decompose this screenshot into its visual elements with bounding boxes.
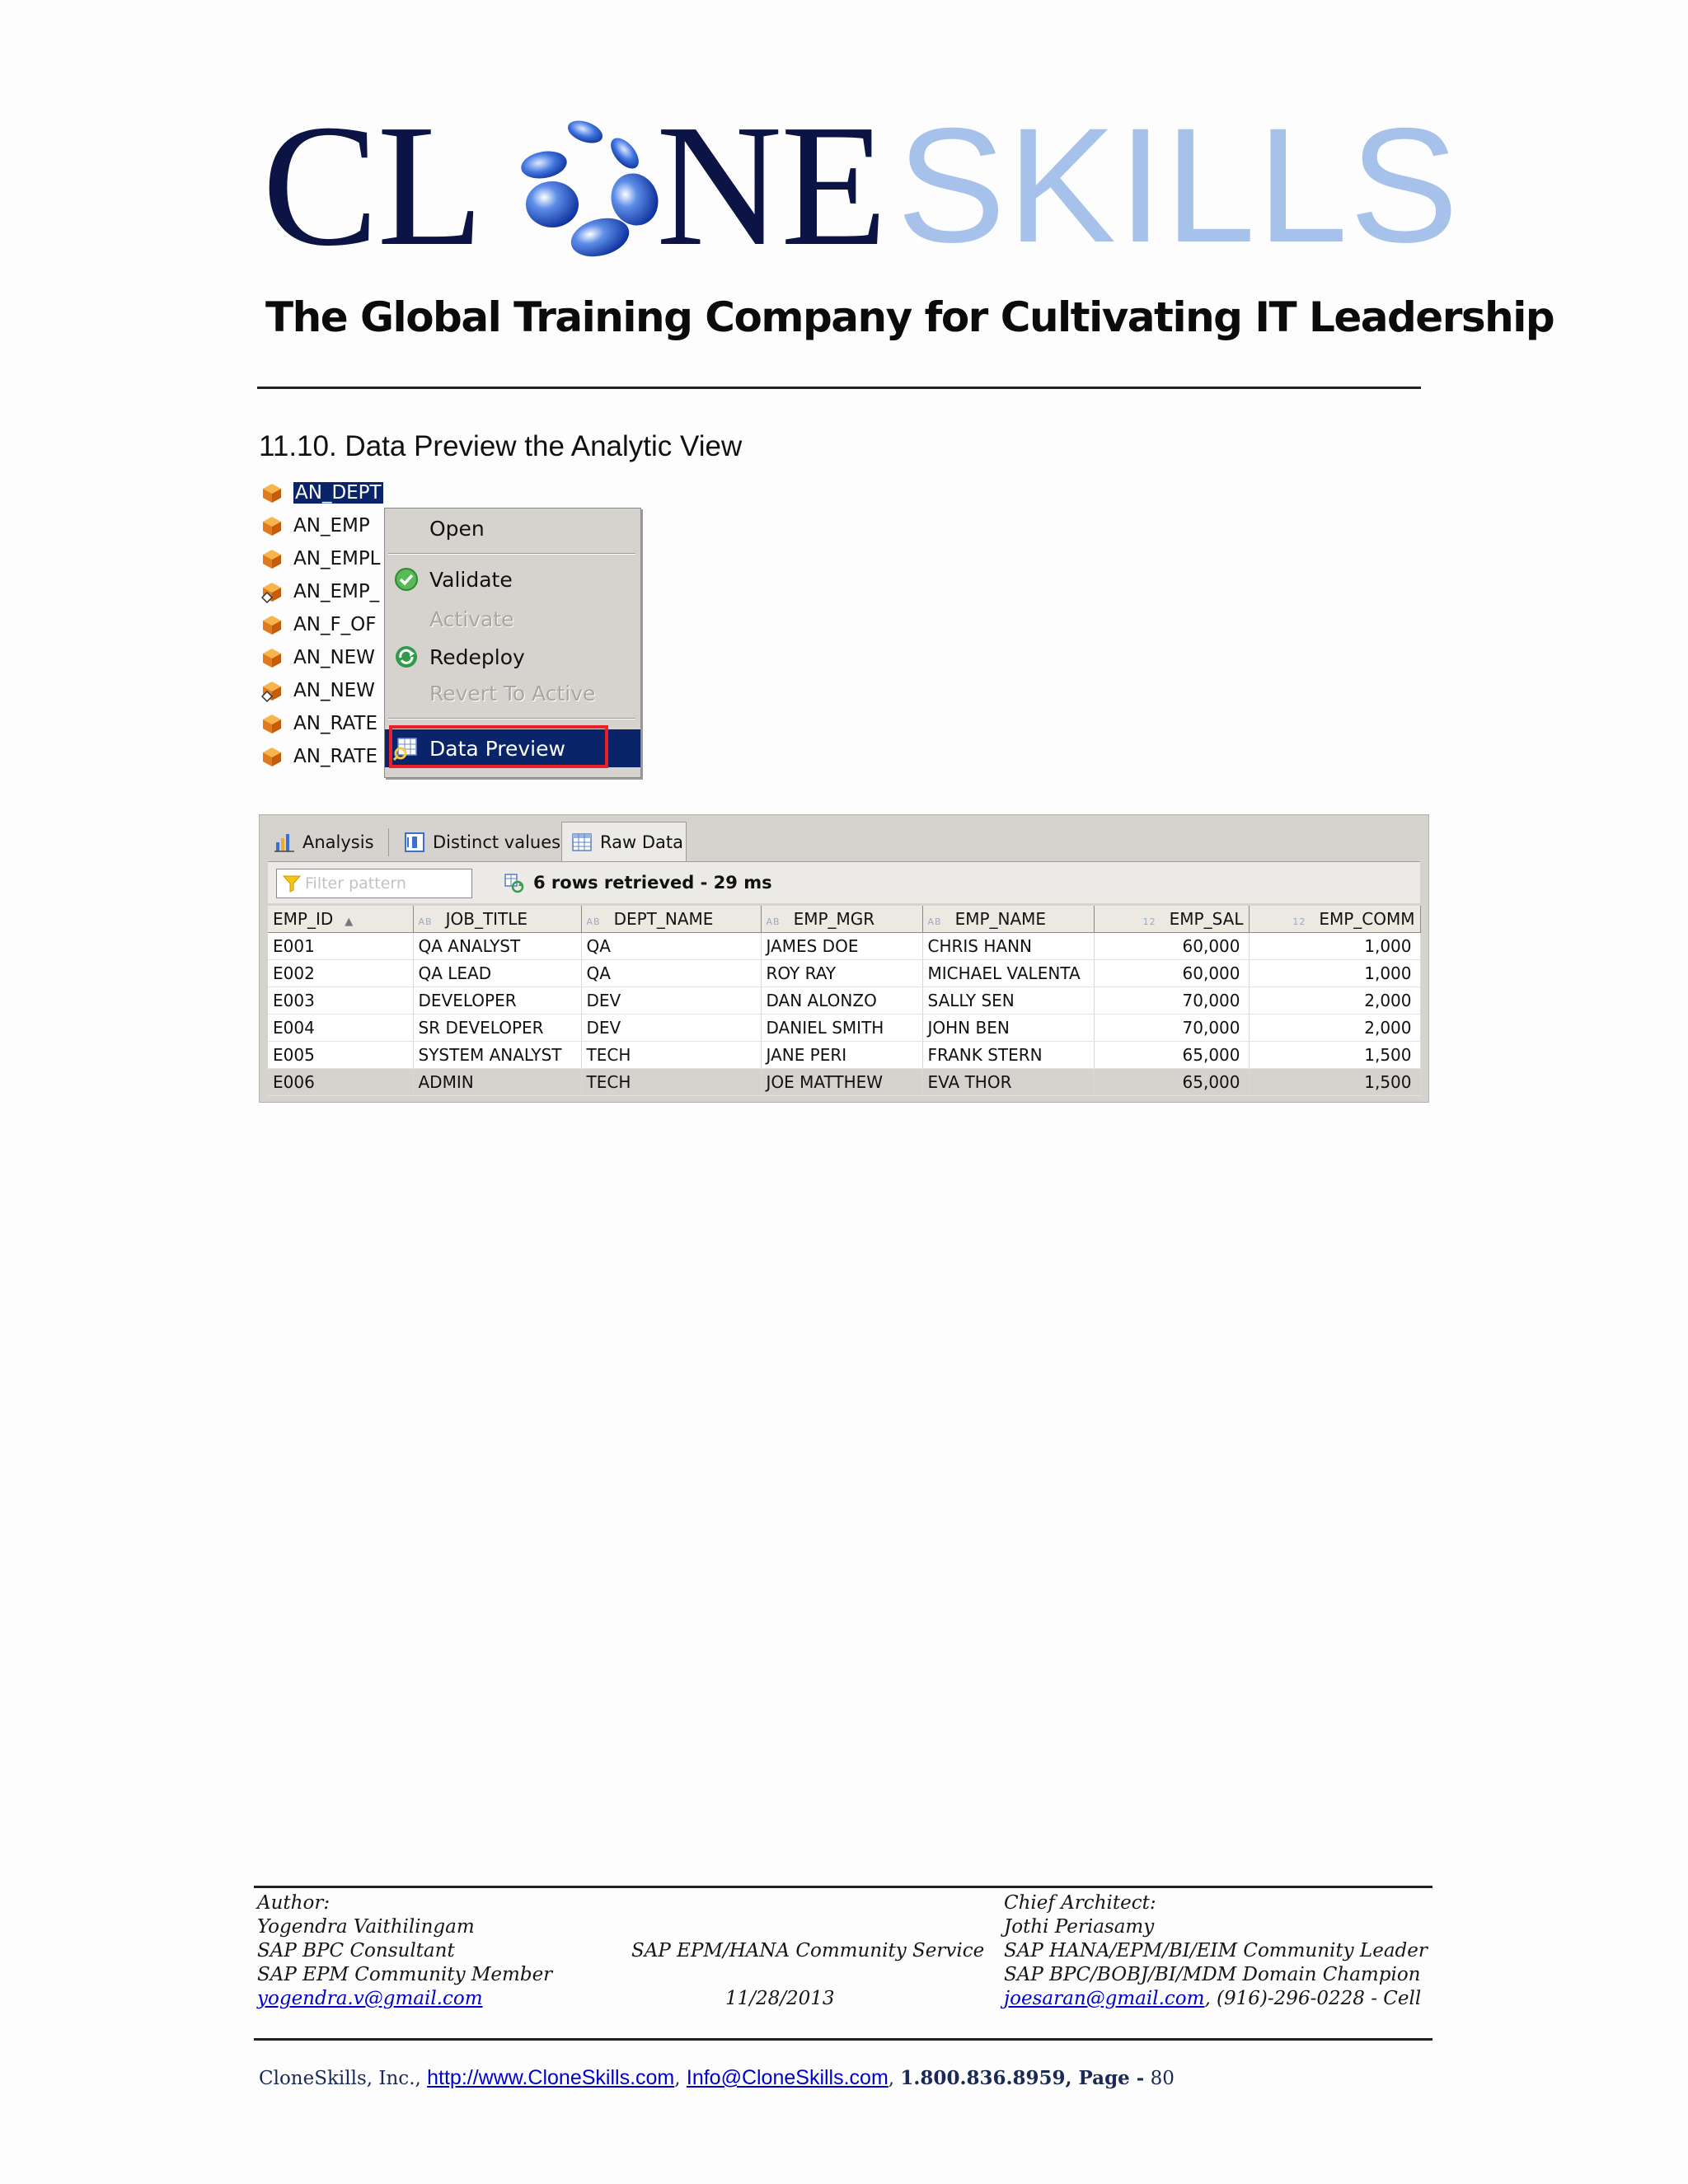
tree-item-an-empl[interactable]: [260, 542, 392, 575]
tree-item-label: AN_EMPL: [293, 548, 381, 569]
string-type-icon: AB: [766, 916, 781, 927]
tree-item-label: AN_RATE: [293, 746, 378, 767]
footer-service: SAP EPM/HANA Community Service: [631, 1940, 985, 1961]
table-cell: SALLY SEN: [922, 987, 1094, 1015]
string-type-icon: AB: [927, 916, 942, 927]
tree-item-label: AN_NEW: [293, 647, 375, 668]
architect-role: SAP HANA/EPM/BI/EIM Community Leader: [1004, 1940, 1428, 1961]
tree-item-label: AN_DEPT: [295, 482, 382, 504]
table-cell: JANE PERI: [761, 1042, 922, 1069]
table-cell: DAN ALONZO: [761, 987, 922, 1015]
table-row[interactable]: [268, 987, 1420, 1015]
table-cell: 70,000: [1094, 1015, 1249, 1042]
table-row[interactable]: [268, 1069, 1420, 1096]
column-header-label: DEPT_NAME: [613, 909, 714, 929]
menu-item-activate[interactable]: [385, 602, 640, 635]
tree-item-an-f-of[interactable]: [260, 608, 392, 641]
refresh-query-icon: [502, 871, 525, 894]
table-cell: E006: [268, 1069, 413, 1096]
tree-item-label: AN_EMP_: [293, 581, 380, 602]
separator: ,: [888, 2068, 895, 2089]
table-cell: DEVELOPER: [413, 987, 581, 1015]
column-header-label: EMP_COMM: [1319, 909, 1415, 929]
author-name: Yogendra Vaithilingam: [257, 1916, 475, 1938]
table-cell: E003: [268, 987, 413, 1015]
highlight-box: [389, 725, 608, 768]
table-cell: DEV: [581, 987, 761, 1015]
column-header-label: EMP_SAL: [1169, 909, 1244, 929]
tree-item-label: AN_RATE: [293, 713, 378, 734]
footer-bottom-divider: [254, 2038, 1432, 2041]
numeric-type-icon: 12: [1292, 916, 1306, 927]
analytic-view-tree: [260, 476, 392, 773]
column-header-emp-sal[interactable]: [1094, 906, 1249, 933]
table-cell: JAMES DOE: [761, 933, 922, 960]
sort-ascending-icon: ▲: [345, 916, 354, 928]
status-text: 6 rows retrieved - 29 ms: [533, 873, 772, 893]
table-cell: 1,000: [1249, 960, 1420, 987]
table-cell: CHRIS HANN: [922, 933, 1094, 960]
column-header-emp-name[interactable]: [922, 906, 1094, 933]
column-header-dept-name[interactable]: [581, 906, 761, 933]
tree-item-an-rate[interactable]: [260, 707, 392, 740]
tagline: The Global Training Company for Cultivating IT Leadership: [265, 293, 1554, 341]
bar-chart-icon: [273, 831, 296, 854]
author-heading: Author:: [257, 1892, 331, 1914]
cube-icon: [260, 481, 284, 504]
menu-separator: [388, 553, 635, 555]
column-header-label: EMP_MGR: [793, 909, 875, 929]
table-cell: QA: [581, 960, 761, 987]
logo-text-cl: CL: [262, 88, 482, 282]
check-circle-icon: [393, 566, 420, 593]
tab-label: Raw Data: [600, 832, 683, 852]
architect-email-link[interactable]: joesaran@gmail.com: [1004, 1988, 1205, 2009]
column-header-label: JOB_TITLE: [445, 909, 528, 929]
filter-pattern-input[interactable]: [276, 869, 472, 898]
footer-contact-line: [259, 2066, 1175, 2090]
website-link[interactable]: http://www.CloneSkills.com: [427, 2066, 675, 2089]
cube-modified-icon: [260, 580, 284, 603]
preview-tabs: [260, 815, 1428, 861]
table-cell: 1,500: [1249, 1069, 1420, 1096]
filter-placeholder: Filter pattern: [305, 874, 406, 893]
cube-icon: [260, 547, 284, 570]
logo-text-skills: SKILLS: [897, 94, 1461, 276]
footer-architect-block: [1004, 1891, 1428, 2011]
table-cell: QA ANALYST: [413, 933, 581, 960]
distinct-values-icon: [403, 831, 426, 854]
tree-item-label: AN_EMP: [293, 515, 370, 537]
tab-separator: [388, 828, 389, 856]
column-header-job-title[interactable]: [413, 906, 581, 933]
footer-author-block: [257, 1891, 552, 2011]
page-number: 80: [1150, 2068, 1175, 2089]
menu-item-revert-to-active[interactable]: [385, 677, 640, 710]
architect-champion: SAP BPC/BOBJ/BI/MDM Domain Champion: [1004, 1964, 1421, 1985]
table-cell: QA LEAD: [413, 960, 581, 987]
author-title: SAP BPC Consultant: [257, 1940, 455, 1961]
table-cell: 60,000: [1094, 933, 1249, 960]
column-header-label: EMP_ID: [273, 909, 334, 929]
table-cell: TECH: [581, 1042, 761, 1069]
table-cell: SYSTEM ANALYST: [413, 1042, 581, 1069]
author-membership: SAP EPM Community Member: [257, 1964, 553, 1985]
table-icon: [570, 831, 593, 854]
numeric-type-icon: 12: [1142, 916, 1156, 927]
menu-item-label: Data Preview: [429, 736, 565, 761]
table-cell: E004: [268, 1015, 413, 1042]
section-title: 11.10. Data Preview the Analytic View: [259, 430, 743, 462]
table-cell: E001: [268, 933, 413, 960]
cube-modified-icon: [260, 679, 284, 702]
header-divider: [257, 387, 1421, 389]
table-cell: 2,000: [1249, 1015, 1420, 1042]
table-cell: JOE MATTHEW: [761, 1069, 922, 1096]
tab-raw-data[interactable]: [561, 822, 687, 862]
table-cell: SR DEVELOPER: [413, 1015, 581, 1042]
tree-item-an-new-modified[interactable]: [260, 674, 392, 707]
tree-item-an-emp[interactable]: [260, 509, 392, 542]
company-name: CloneSkills, Inc.,: [259, 2068, 421, 2089]
architect-name: Jothi Periasamy: [1004, 1916, 1155, 1938]
table-cell: JOHN BEN: [922, 1015, 1094, 1042]
cube-icon: [260, 712, 284, 735]
menu-separator: [388, 718, 635, 719]
raw-data-table: [268, 906, 1421, 1096]
table-cell: 2,000: [1249, 987, 1420, 1015]
table-cell: ROY RAY: [761, 960, 922, 987]
table-cell: DANIEL SMITH: [761, 1015, 922, 1042]
tab-label: Analysis: [302, 832, 374, 852]
cube-icon: [260, 613, 284, 636]
logo-text-ne: NE: [656, 88, 886, 282]
table-cell: 1,000: [1249, 933, 1420, 960]
table-cell: FRANK STERN: [922, 1042, 1094, 1069]
table-header-row: [268, 906, 1420, 933]
table-cell: 65,000: [1094, 1069, 1249, 1096]
redeploy-icon: [393, 644, 420, 670]
menu-item-label: Validate: [429, 567, 513, 592]
filter-funnel-icon: [282, 874, 302, 893]
tree-item-an-rate-2[interactable]: [260, 740, 392, 773]
string-type-icon: AB: [418, 916, 433, 927]
architect-phone: , (916)-296-0228 - Cell: [1204, 1988, 1422, 2009]
table-row[interactable]: [268, 1015, 1420, 1042]
menu-item-label: Open: [429, 516, 485, 541]
tree-item-an-dept[interactable]: [260, 476, 392, 509]
table-cell: ADMIN: [413, 1069, 581, 1096]
tab-distinct-values[interactable]: [395, 825, 560, 860]
info-email-link[interactable]: Info@CloneSkills.com: [686, 2066, 889, 2089]
menu-item-open[interactable]: [385, 512, 640, 545]
footer-date: 11/28/2013: [725, 1988, 835, 2009]
tab-label: Distinct values: [433, 832, 561, 852]
cloneskills-logo: [262, 88, 1461, 282]
menu-item-label: Revert To Active: [429, 681, 596, 705]
table-cell: 65,000: [1094, 1042, 1249, 1069]
table-cell: 60,000: [1094, 960, 1249, 987]
column-header-emp-id[interactable]: [268, 906, 413, 933]
cube-icon: [260, 745, 284, 768]
author-email-link[interactable]: yogendra.v@gmail.com: [257, 1988, 483, 2009]
table-row[interactable]: [268, 1042, 1420, 1069]
tree-item-label: AN_F_OF: [293, 614, 377, 635]
tab-analysis[interactable]: [265, 825, 374, 860]
tree-item-an-new[interactable]: [260, 641, 392, 674]
table-cell: EVA THOR: [922, 1069, 1094, 1096]
column-header-label: EMP_NAME: [954, 909, 1047, 929]
table-row[interactable]: [268, 960, 1420, 987]
table-cell: 1,500: [1249, 1042, 1420, 1069]
column-header-emp-mgr[interactable]: [761, 906, 922, 933]
filter-row: [268, 861, 1420, 903]
table-cell: MICHAEL VALENTA: [922, 960, 1094, 987]
table-cell: DEV: [581, 1015, 761, 1042]
menu-item-redeploy[interactable]: [385, 640, 640, 673]
tree-item-label: AN_NEW: [293, 680, 375, 701]
cube-icon: [260, 514, 284, 537]
table-cell: E005: [268, 1042, 413, 1069]
menu-item-label: Activate: [429, 607, 514, 631]
rows-retrieved-status: [502, 870, 772, 895]
tree-item-an-emp-modified[interactable]: [260, 575, 392, 608]
column-header-emp-comm[interactable]: [1249, 906, 1420, 933]
table-cell: QA: [581, 933, 761, 960]
logo-o-circles-icon: [495, 107, 659, 264]
table-row[interactable]: [268, 933, 1420, 960]
menu-item-validate[interactable]: [385, 563, 640, 596]
table-cell: E002: [268, 960, 413, 987]
cube-icon: [260, 646, 284, 669]
company-phone: 1.800.836.8959, Page -: [900, 2067, 1145, 2089]
footer-top-divider: [254, 1886, 1432, 1888]
architect-heading: Chief Architect:: [1004, 1892, 1156, 1914]
table-cell: TECH: [581, 1069, 761, 1096]
data-preview-panel: [259, 814, 1429, 1103]
menu-item-label: Redeploy: [429, 644, 525, 669]
separator: ,: [674, 2068, 681, 2089]
string-type-icon: AB: [586, 916, 601, 927]
table-cell: 70,000: [1094, 987, 1249, 1015]
